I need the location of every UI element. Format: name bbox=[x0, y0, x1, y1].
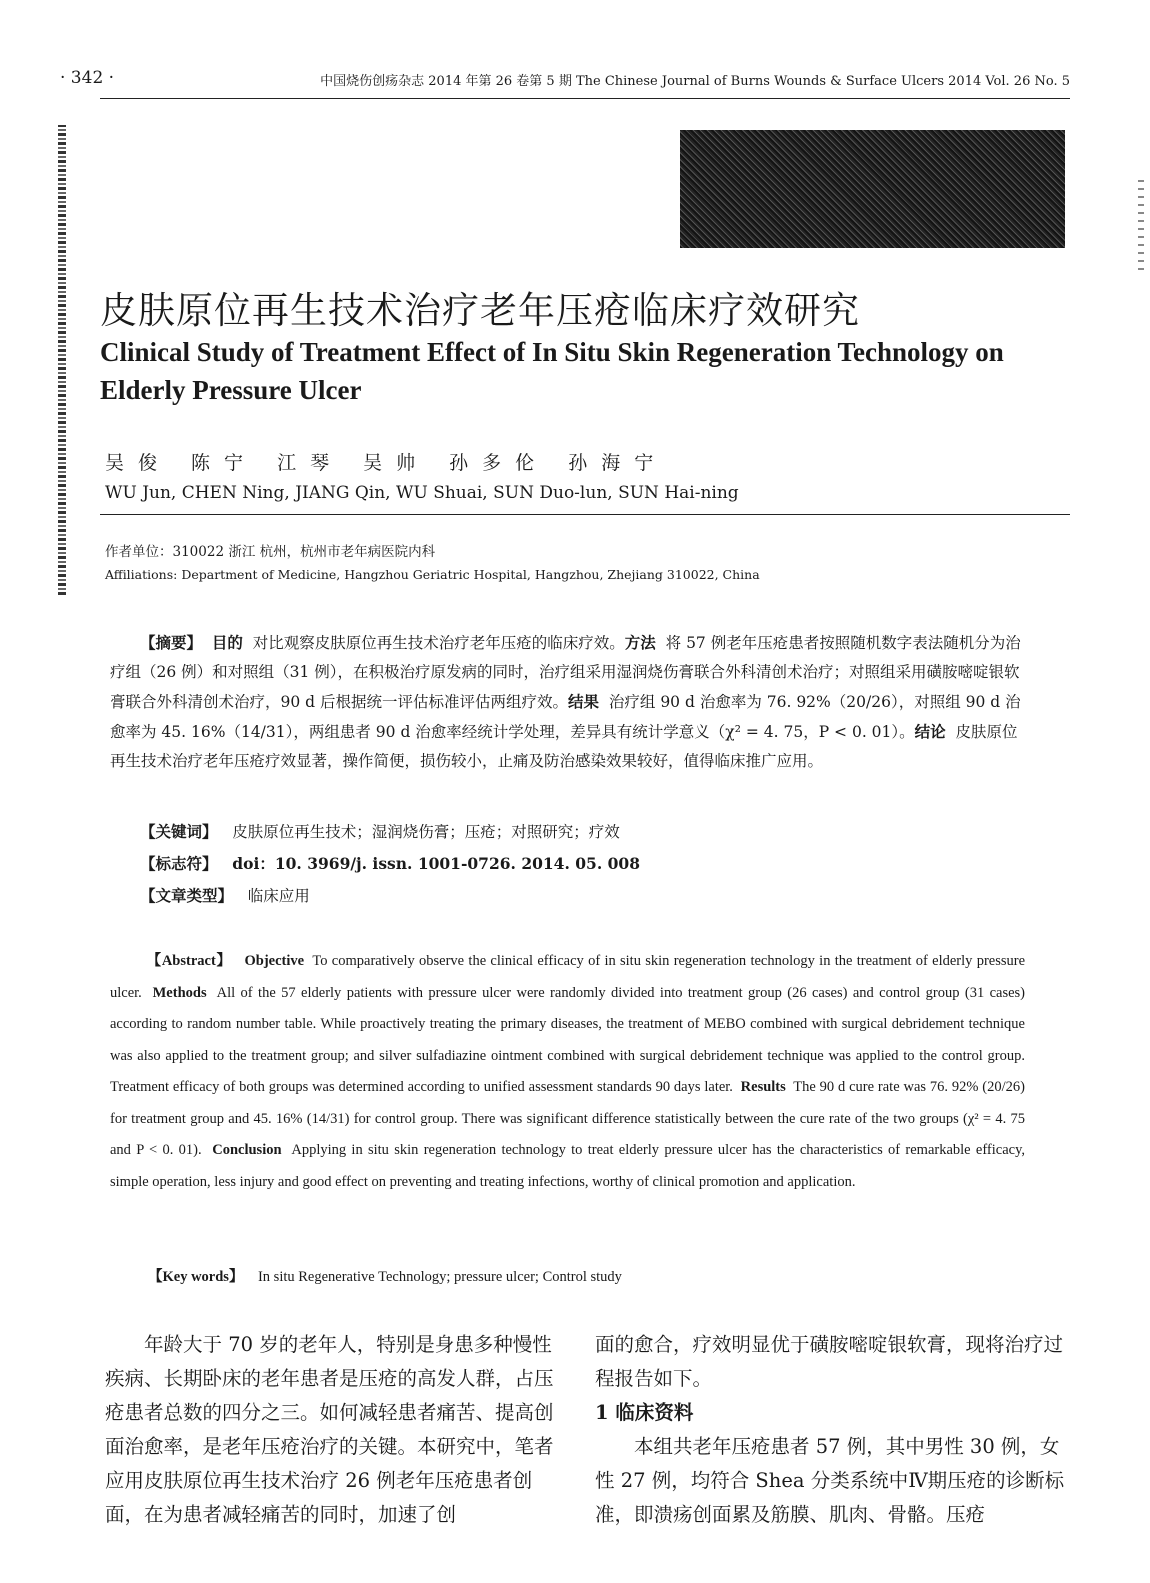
article-type-label: 【文章类型】 bbox=[140, 886, 234, 905]
authors-chinese: 吴俊 陈宁 江琴 吴帅 孙多伦 孙海宁 bbox=[105, 452, 668, 474]
abstract-label: 【摘要】 bbox=[140, 633, 203, 652]
author-rule bbox=[100, 514, 1070, 515]
conclusion-en-text: Applying in situ skin regeneration technology to treat elderly pressure ulcer has the characteristics of remarkable efficacy, simple operation, less injury and good effect on preventing and treating infections, worthy of clinical promotion and application. bbox=[110, 1142, 1026, 1190]
doi-line bbox=[140, 852, 640, 874]
conclusion-label: 结论 bbox=[914, 722, 946, 741]
keywords-en-text: In situ Regenerative Technology; pressure ulcer; Control study bbox=[257, 1269, 622, 1285]
keywords-label: 【关键词】 bbox=[140, 822, 218, 841]
scan-noise-block bbox=[680, 130, 1065, 248]
keywords-text: 皮肤原位再生技术；湿润烧伤膏；压疮；对照研究；疗效 bbox=[232, 823, 620, 841]
objective-en-text: To comparatively observe the clinical efficacy of in situ skin regeneration technology in the treatment of elderly pressure ulcer. bbox=[110, 953, 1026, 1001]
body-column-left bbox=[105, 1328, 555, 1532]
abstract-english bbox=[110, 946, 1025, 1198]
binding-strip bbox=[58, 125, 66, 595]
results-text: 治疗组 90 d 治愈率为 76. 92%（20/26），对照组 90 d 治愈率为 45. 16%（14/31），两组患者 90 d 治愈率经统计学处理，差异具有统计学意义（χ² = 4. 75，P < 0. 01）。 bbox=[110, 693, 1021, 741]
methods-en-label: Methods bbox=[152, 984, 207, 1001]
title-chinese: 皮肤原位再生技术治疗老年压疮临床疗效研究 bbox=[100, 289, 860, 332]
body-paragraph: 本组共老年压疮患者 57 例，其中男性 30 例，女性 27 例，均符合 Shea 分类系统中Ⅳ期压疮的诊断标准，即溃疡创面累及筋膜、肌肉、骨骼。压疮 bbox=[595, 1435, 1065, 1526]
scan-edge-marks bbox=[1138, 180, 1144, 270]
results-label: 结果 bbox=[568, 692, 600, 711]
keywords-en-label: 【Key words】 bbox=[148, 1269, 244, 1285]
body-column-right bbox=[595, 1328, 1075, 1532]
results-en-label: Results bbox=[740, 1079, 786, 1095]
conclusion-text: 皮肤原位再生技术治疗老年压疮疗效显著，操作简便，损伤较小，止痛及防治感染效果较好，值得临床推广应用。 bbox=[110, 723, 1018, 770]
objective-text: 对比观察皮肤原位再生技术治疗老年压疮的临床疗效。 bbox=[252, 634, 625, 652]
doi-text: doi：10. 3969/j. issn. 1001-0726. 2014. 05. 008 bbox=[232, 854, 640, 873]
methods-en-text: All of the 57 elderly patients with pressure ulcer were randomly divided into treatment group (26 cases) and control group (31 cases) according to random number table. While proactively treating the primary diseases, the treatment of MEBO combined with surgical debridement technique was also applied to the treatment group; and silver sulfadiazine ointment combined with surgical debridement technique was applied to the control group. Treatment efficacy of both groups was determined according to unified assessment standards 90 days later. bbox=[110, 984, 1026, 1095]
abstract-en-label: 【Abstract】 bbox=[146, 953, 232, 969]
title-english: Clinical Study of Treatment Effect of In Situ Skin Regeneration Technology on Elderly Pressure Ulcer bbox=[100, 337, 1004, 405]
authors-english: WU Jun, CHEN Ning, JIANG Qin, WU Shuai, SUN Duo-lun, SUN Hai-ning bbox=[105, 483, 739, 503]
affiliation-chinese: 作者单位：310022 浙江 杭州，杭州市老年病医院内科 bbox=[105, 544, 436, 560]
methods-label: 方法 bbox=[624, 633, 656, 652]
affiliation-english: Affiliations: Department of Medicine, Hangzhou Geriatric Hospital, Hangzhou, Zhejiang 310022, China bbox=[105, 567, 760, 582]
page-number: · 342 · bbox=[60, 68, 115, 88]
objective-en-label: Objective bbox=[244, 953, 305, 969]
body-paragraph: 年龄大于 70 岁的老年人，特别是身患多种慢性疾病、长期卧床的老年患者是压疮的高发人群，占压疮患者总数的四分之三。如何减轻患者痛苦、提高创面治愈率，是老年压疮治疗的关键。本研究中，笔者应用皮肤原位再生技术治疗 26 例老年压疮患者创面，在为患者减轻痛苦的同时，加速了创 bbox=[105, 1333, 554, 1526]
journal-citation: 中国烧伤创疡杂志 2014 年第 26 卷第 5 期 The Chinese Journal of Burns Wounds & Surface Ulcers 2014 Vol. 26 No. 5 bbox=[320, 74, 1070, 89]
objective-label: 目的 bbox=[211, 633, 243, 652]
abstract-chinese bbox=[110, 628, 1025, 776]
article-type-text: 临床应用 bbox=[247, 887, 310, 905]
results-en-text: The 90 d cure rate was 76. 92% (20/26) for treatment group and 45. 16% (14/31) for control group. There was significant difference statistically between the cure rate of the two groups (χ² = 4. 75 and P < 0. 01). bbox=[110, 1079, 1025, 1158]
body-paragraph-continued: 面的愈合，疗效明显优于磺胺嘧啶银软膏，现将治疗过程报告如下。 bbox=[595, 1333, 1064, 1390]
conclusion-en-label: Conclusion bbox=[212, 1142, 282, 1158]
article-type-line bbox=[140, 884, 310, 906]
header-rule bbox=[100, 98, 1070, 99]
keywords-chinese bbox=[140, 820, 620, 842]
doi-label: 【标志符】 bbox=[140, 854, 218, 873]
running-header bbox=[60, 68, 1070, 90]
section-heading: 1 临床资料 bbox=[595, 1401, 694, 1424]
keywords-english bbox=[148, 1265, 622, 1286]
methods-text: 将 57 例老年压疮患者按照随机数字表法随机分为治疗组（26 例）和对照组（31 例），在积极治疗原发病的同时，治疗组采用湿润烧伤膏联合外科清创术治疗；对照组采用磺胺嘧啶银软膏联合外科清创术治疗，90 d 后根据统一评估标准评估两组疗效。 bbox=[110, 634, 1021, 711]
